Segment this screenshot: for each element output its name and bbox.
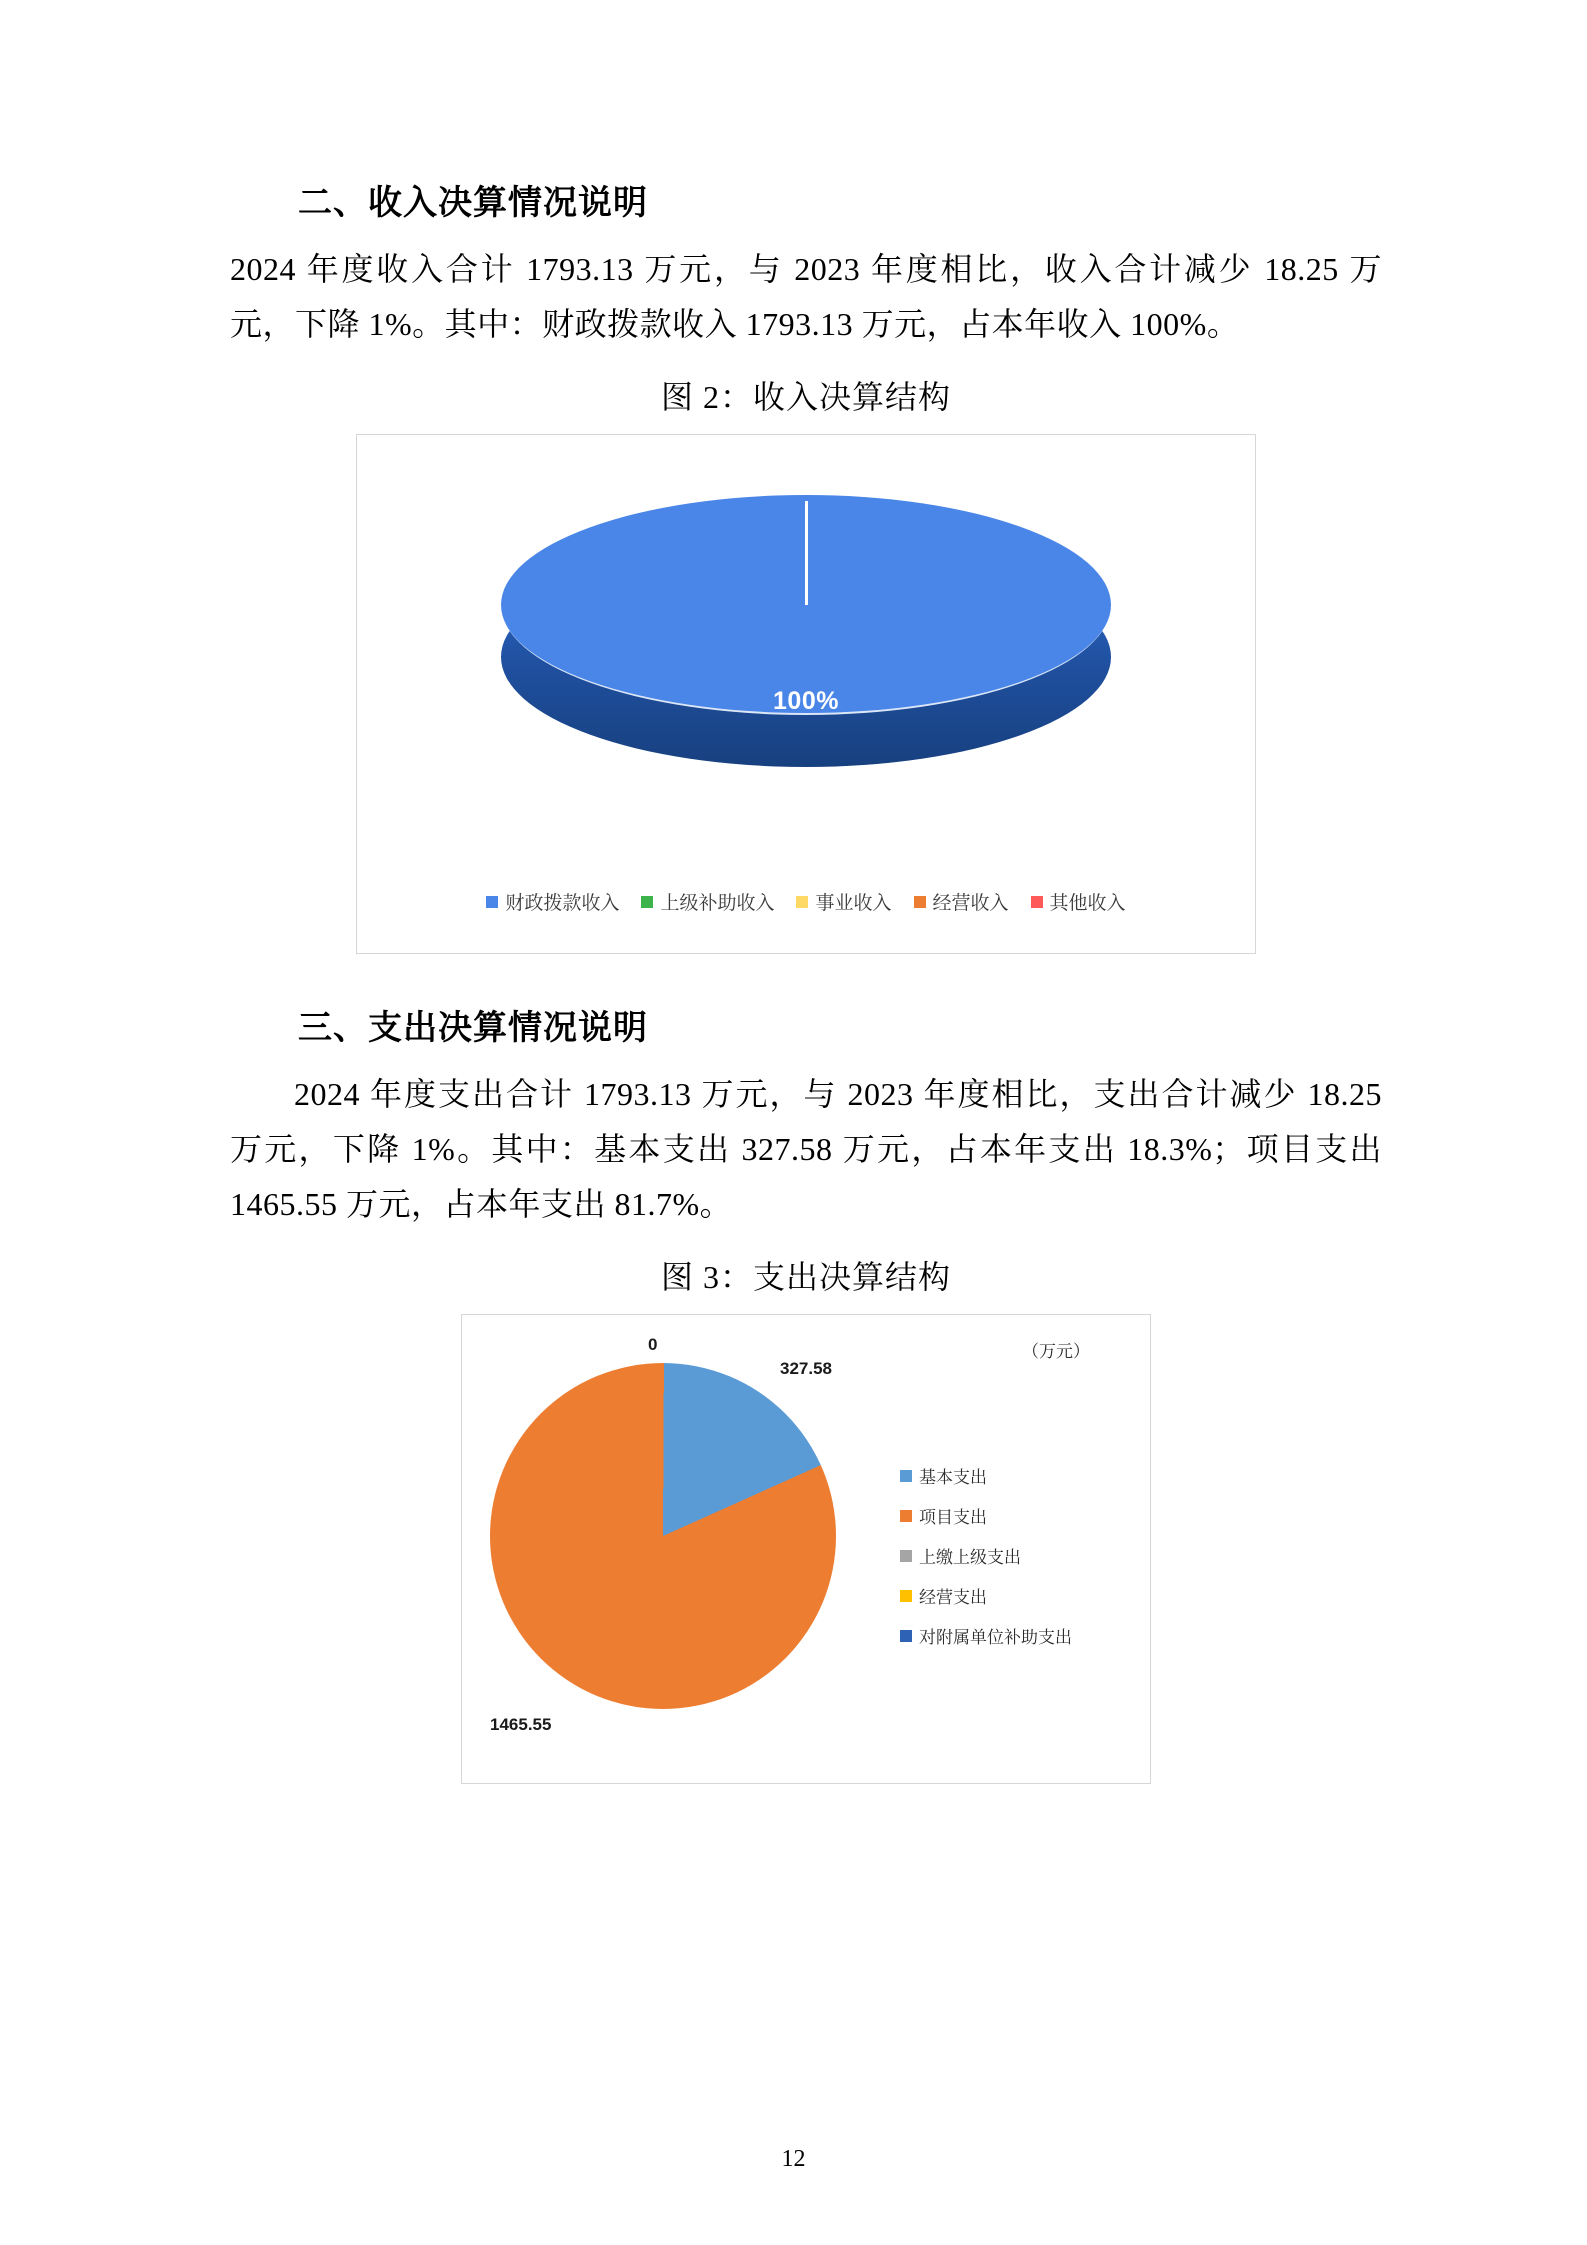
legend-item-expenditure-1 — [900, 1503, 1072, 1528]
figure-3-unit-note: （万元） — [1022, 1342, 1090, 1362]
income-pie-3d — [501, 467, 1111, 795]
section-heading-expenditure: 三、支出决算情况说明 — [298, 1009, 648, 1048]
legend-swatch-icon — [900, 1590, 912, 1602]
legend-swatch-icon — [486, 896, 498, 908]
legend-label: 基本支出 — [919, 1468, 987, 1488]
legend-item-income-0 — [486, 888, 619, 915]
pie-3d-top — [501, 495, 1111, 715]
figure-2-caption: 图 2：收入决算结构 — [660, 379, 951, 416]
expenditure-pie — [490, 1363, 836, 1709]
section-heading-income: 二、收入决算情况说明 — [298, 184, 648, 222]
legend-swatch-icon — [1031, 896, 1043, 908]
paragraph-income: 2024 年度收入合计 1793.13 万元，与 2023 年度相比，收入合计减少 18.25 万元，下降 1%。其中：财政拨款收入 1793.13 万元，占本年收入 100%。 — [230, 251, 1382, 343]
legend-label: 项目支出 — [919, 1508, 987, 1528]
figure-3-chart — [461, 1314, 1151, 1784]
legend-label: 财政拨款收入 — [505, 893, 620, 915]
pie-label-project-expenditure: 1465.55 — [490, 1715, 552, 1735]
legend-item-expenditure-4 — [900, 1623, 1072, 1648]
figure-3-legend — [900, 1463, 1072, 1648]
legend-item-income-4 — [1031, 888, 1126, 915]
figure-2-legend — [357, 888, 1255, 915]
legend-label: 事业收入 — [815, 893, 892, 915]
legend-label: 其他收入 — [1049, 893, 1126, 915]
pie-label-zero: 0% — [787, 467, 825, 496]
legend-item-income-3 — [914, 888, 1009, 915]
legend-label: 对附属单位补助支出 — [919, 1628, 1072, 1648]
pie-label-hundred: 100% — [773, 687, 839, 716]
legend-label: 经营收入 — [932, 893, 1009, 915]
pie-label-zero-value: 0 — [648, 1335, 658, 1355]
pie-label-basic-expenditure: 327.58 — [780, 1359, 832, 1379]
legend-swatch-icon — [900, 1550, 912, 1562]
figure-3-caption: 图 3：支出决算结构 — [660, 1259, 951, 1296]
legend-label: 经营支出 — [919, 1588, 987, 1608]
legend-swatch-icon — [900, 1470, 912, 1482]
legend-label: 上级补助收入 — [660, 893, 775, 915]
page-number: 12 — [781, 2146, 806, 2172]
legend-item-income-2 — [796, 888, 891, 915]
figure-2-chart — [356, 434, 1256, 954]
legend-swatch-icon — [900, 1630, 912, 1642]
legend-item-expenditure-0 — [900, 1463, 1072, 1488]
pie-3d-slice-divider — [805, 501, 808, 605]
legend-label: 上缴上级支出 — [919, 1548, 1021, 1568]
paragraph-expenditure: 2024 年度支出合计 1793.13 万元，与 2023 年度相比，支出合计减少 18.25 万元，下降 1%。其中：基本支出 327.58 万元，占本年支出 18.3%；项目支出 1465.55 万元，占本年支出 81.7%。 — [230, 1076, 1382, 1223]
legend-swatch-icon — [641, 896, 653, 908]
legend-item-expenditure-2 — [900, 1543, 1072, 1568]
legend-swatch-icon — [900, 1510, 912, 1522]
legend-swatch-icon — [914, 896, 926, 908]
legend-item-expenditure-3 — [900, 1583, 1072, 1608]
legend-swatch-icon — [796, 896, 808, 908]
legend-item-income-1 — [641, 888, 774, 915]
